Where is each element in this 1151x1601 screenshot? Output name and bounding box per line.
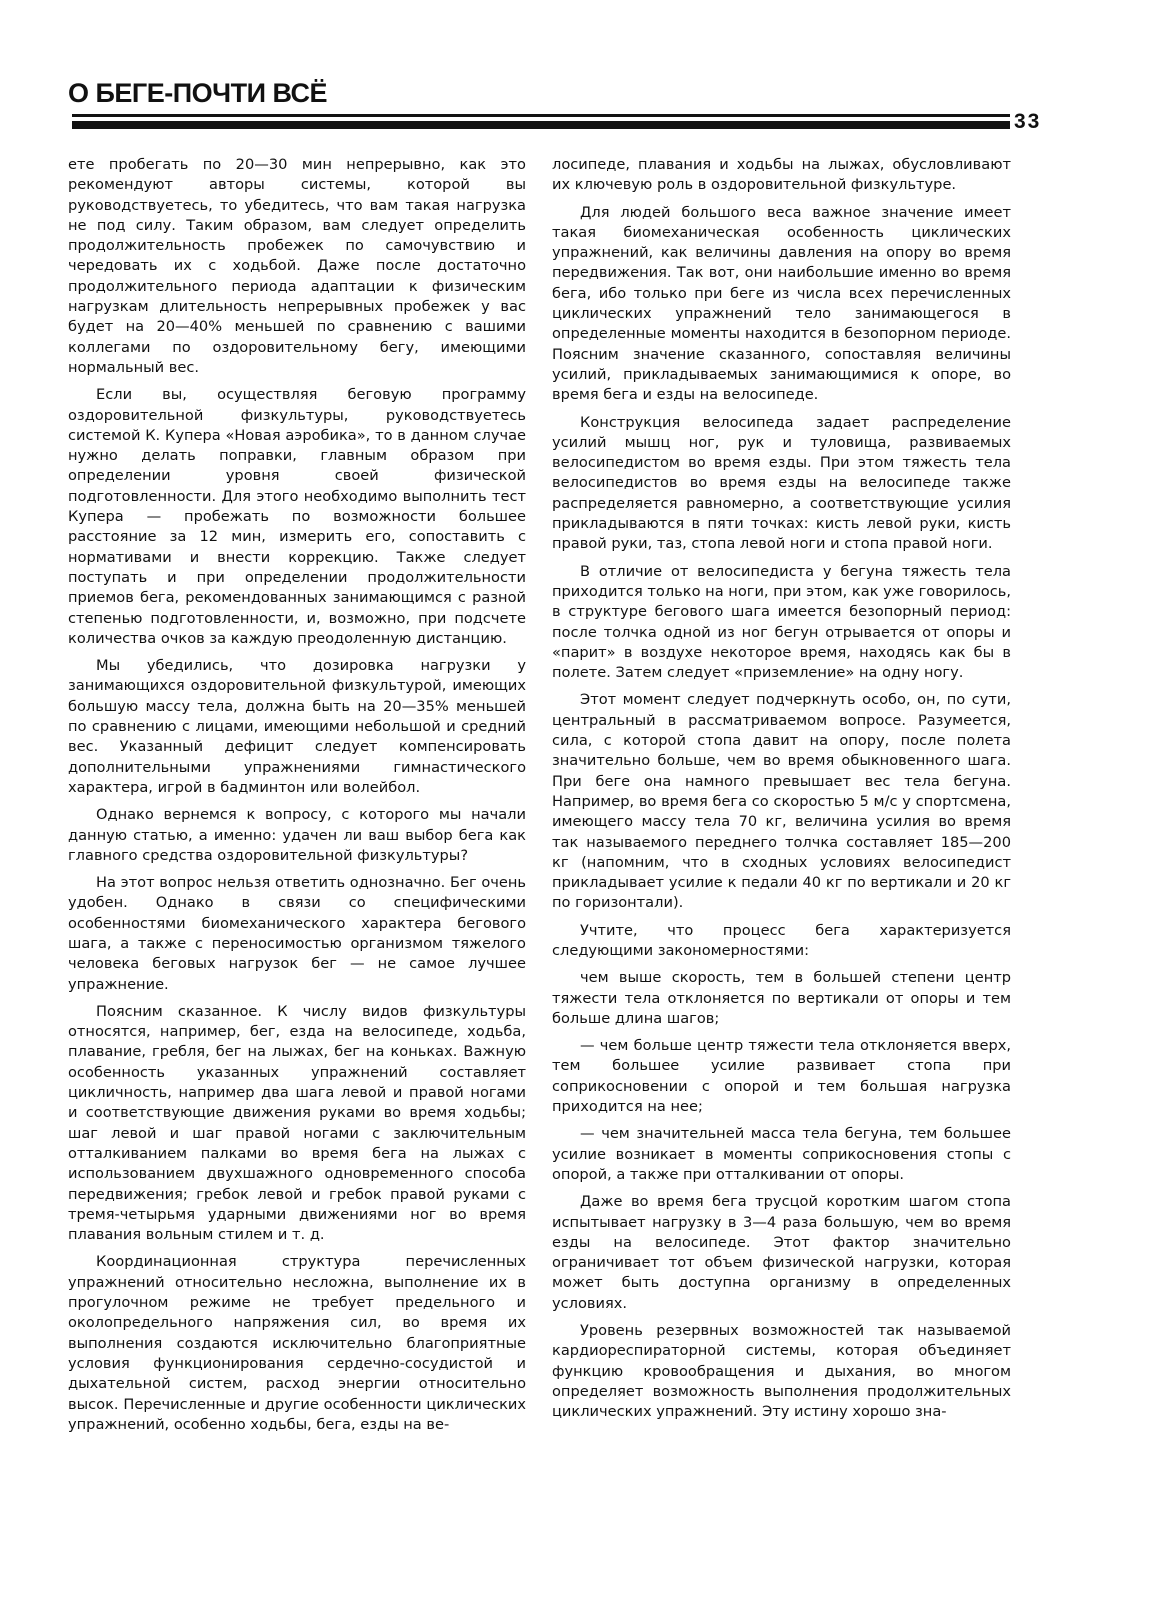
left-column [68, 155, 526, 1442]
paragraph: ете пробегать по 20—30 мин непрерывно, как это рекомендуют авторы системы, которой вы руководствуетесь, то убедитесь, что вам такая нагрузка не под силу. Таким образом, вам следует определить продолжительность пробежек по самочувствию и чередовать их с ходьбой. Даже после достаточно продолжительного периода адаптации к физическим нагрузкам длительность непрерывных пробежек у вас будет на 20—40% меньшей по сравнению с вашими коллегами по оздоровительному бегу, имеющими нормальный вес. [68, 156, 526, 376]
paragraph: лосипеде, плавания и ходьбы на лыжах, обусловливают их ключевую роль в оздоровительной физкультуре. [552, 156, 1011, 194]
paragraph: Для людей большого веса важное значение имеет такая биомеханическая особенность циклических упражнений, как величины давления на опору во время передвижения. Так вот, они наибольшие именно во время бега, ибо только при беге из числа всех перечисленных циклических упражнений тело занимающегося в определенные моменты находится в безопорном периоде. Поясним значение сказанного, сопоставляя величины усилий, прикладываемых занимающимися к опоре, во время бега и езды на велосипеде. [552, 203, 1011, 404]
paragraph: В отличие от велосипедиста у бегуна тяжесть тела приходится только на ноги, при этом, как уже говорилось, в структуре бегового шага имеется безопорный период: после толчка одной из ног бегун отрывается от опоры и «парит» в воздухе некоторое время, находясь как бы в полете. Затем следует «приземление» на одну ногу. [552, 562, 1011, 682]
paragraph: Этот момент следует подчеркнуть особо, он, по сути, центральный в рассматриваемом вопросе. Разумеется, сила, с которой стопа давит на опору, после полета значительно больше, чем во время обыкновенного шага. При беге она намного превышает вес тела бегуна. Например, во время бега со скоростью 5 м/с у спортсмена, имеющего массу тела 70 кг, величина усилия во время так называемого переднего толчка составляет 185—200 кг (напомним, что в сходных условиях велосипедист прикладывает усилие к педали 40 кг по вертикали и 20 кг по горизонтали). [552, 691, 1011, 912]
paragraph: Конструкция велосипеда задает распределение усилий мышц ног, рук и туловища, развиваемых велосипедистом во время езды. При этом тяжесть тела велосипедистов во время езды на велосипеде также распределяется равномерно, а соответствующие усилия прикладываются в пяти точках: кисть левой руки, кисть правой руки, таз, стопа левой ноги и стопа правой ноги. [552, 413, 1011, 553]
paragraph: На этот вопрос нельзя ответить однозначно. Бег очень удобен. Однако в связи со специфическими особенностями биомеханического характера бегового шага, а также с переносимостью организмом тяжелого человека беговых нагрузок бег — не самое лучшее упражнение. [68, 874, 526, 993]
running-title: О БЕГЕ-ПОЧТИ ВСЁ [68, 78, 328, 108]
paragraph: Поясним сказанное. К числу видов физкультуры относятся, например, бег, езда на велосипеде, ходьба, плавание, гребля, бег на лыжах, бег на коньках. Важную особенность указанных упражнений составляет цикличность, например два шага левой и правой ногами и соответствующие движения руками во время ходьбы; шаг левой и шаг правой ногами с заключительным отталкиванием палками во время бега на лыжах с использованием двухшажного одновременного способа передвижения; гребок левой и гребок правой руками с тремя-четырьмя ударными движениями ног во время плавания вольным стилем и т. д. [68, 1002, 526, 1244]
paragraph: Если вы, осуществляя беговую программу оздоровительной физкультуры, руководствуетесь системой К. Купера «Новая аэробика», то в данном случае нужно делать поправки, главным образом при определении уровня своей физической подготовленности. Для этого необходимо выполнить тест Купера — пробежать по возможности большее расстояние за 12 мин, измерить его, сопоставить с нормативами и внести коррекцию. Также следует поступать и при определении продолжительности приемов бега, рекомендованных занимающимся с разной степенью подготовленности, и, возможно, при подсчете количества очков за каждую преодоленную дистанцию. [68, 386, 526, 647]
paragraph: Учтите, что процесс бега характеризуется следующими закономерностями: [552, 921, 1011, 959]
paragraph: Координационная структура перечисленных упражнений относительно несложна, выполнение их в прогулочном режиме не требует предельного и околопредельного напряжения сил, во время их выполнения создаются исключительно благоприятные условия функционирования сердечно-сосудистой и дыхательной систем, расход энергии относительно высок. Перечисленные и другие особенности циклических упражнений, особенно ходьбы, бега, езды на ве- [68, 1253, 526, 1433]
list-item: чем выше скорость, тем в большей степени центр тяжести тела отклоняется по вертикали от опоры и тем больше длина шагов; [552, 969, 1011, 1027]
header-rule-thick [72, 121, 1010, 129]
list-item: — чем значительней масса тела бегуна, тем большее усилие возникает в моменты соприкосновения стопы с опорой, а также при отталкивании от опоры. [552, 1125, 1011, 1183]
paragraph: Даже во время бега трусцой коротким шагом стопа испытывает нагрузку в 3—4 раза большую, чем во время езды на велосипеде. Этот фактор значительно ограничивает тот объем физической нагрузки, которая может быть доступна организму в определенных условиях. [552, 1193, 1011, 1312]
right-column [552, 155, 1011, 1430]
header-rule-thin [72, 114, 1010, 117]
paragraph: Уровень резервных возможностей так называемой кардиореспираторной системы, которая объединяет функцию кровообращения и дыхания, во многом определяет возможность выполнения продолжительных циклических упражнений. Эту истину хорошо зна- [552, 1322, 1011, 1421]
paragraph: Мы убедились, что дозировка нагрузки у занимающихся оздоровительной физкультурой, имеющих большую массу тела, должна быть на 20—35% меньшей по сравнению с лицами, имеющими небольшой и средний вес. Указанный дефицит следует компенсировать дополнительными упражнениями гимнастического характера, игрой в бадминтон или волейбол. [68, 657, 526, 796]
paragraph: Однако вернемся к вопросу, с которого мы начали данную статью, а именно: удачен ли ваш выбор бега как главного средства оздоровительной физкультуры? [68, 806, 526, 864]
list-item: — чем больше центр тяжести тела отклоняется вверх, тем большее усилие развивает стопа при соприкосновении с опорой и тем большая нагрузка приходится на нее; [552, 1037, 1011, 1116]
page-number: 33 [1014, 110, 1042, 133]
